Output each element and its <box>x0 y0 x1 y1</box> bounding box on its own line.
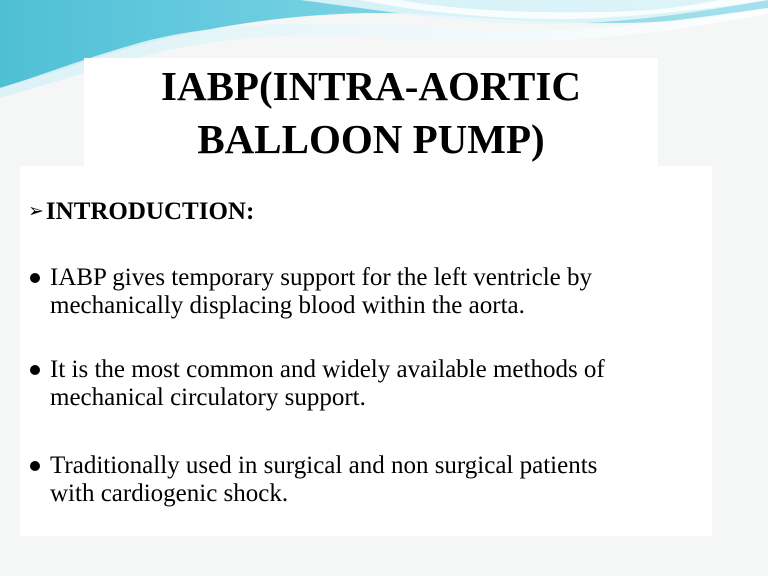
arrow-bullet-icon: ➢ <box>28 200 44 222</box>
bullet-item <box>30 452 710 508</box>
round-bullet-icon <box>30 365 40 375</box>
slide-title <box>84 60 658 166</box>
bullet-line: mechanical circulatory support. <box>50 384 366 411</box>
bullet-line: Traditionally used in surgical and non surgical patients <box>50 452 598 479</box>
title-line-2: BALLOON PUMP) <box>197 116 545 162</box>
bullet-line: mechanically displacing blood within the aorta. <box>50 292 525 319</box>
intro-heading-text: INTRODUCTION: <box>45 198 255 225</box>
intro-heading <box>28 198 254 226</box>
bullet-item <box>30 264 710 320</box>
title-line-1: IABP(INTRA-AORTIC <box>161 63 581 109</box>
bullet-line: IABP gives temporary support for the left ventricle by <box>50 264 592 291</box>
bullet-line: It is the most common and widely available methods of <box>50 356 605 383</box>
round-bullet-icon <box>30 273 40 283</box>
bullet-line: with cardiogenic shock. <box>50 480 289 507</box>
bullet-item <box>30 356 710 412</box>
round-bullet-icon <box>30 461 40 471</box>
